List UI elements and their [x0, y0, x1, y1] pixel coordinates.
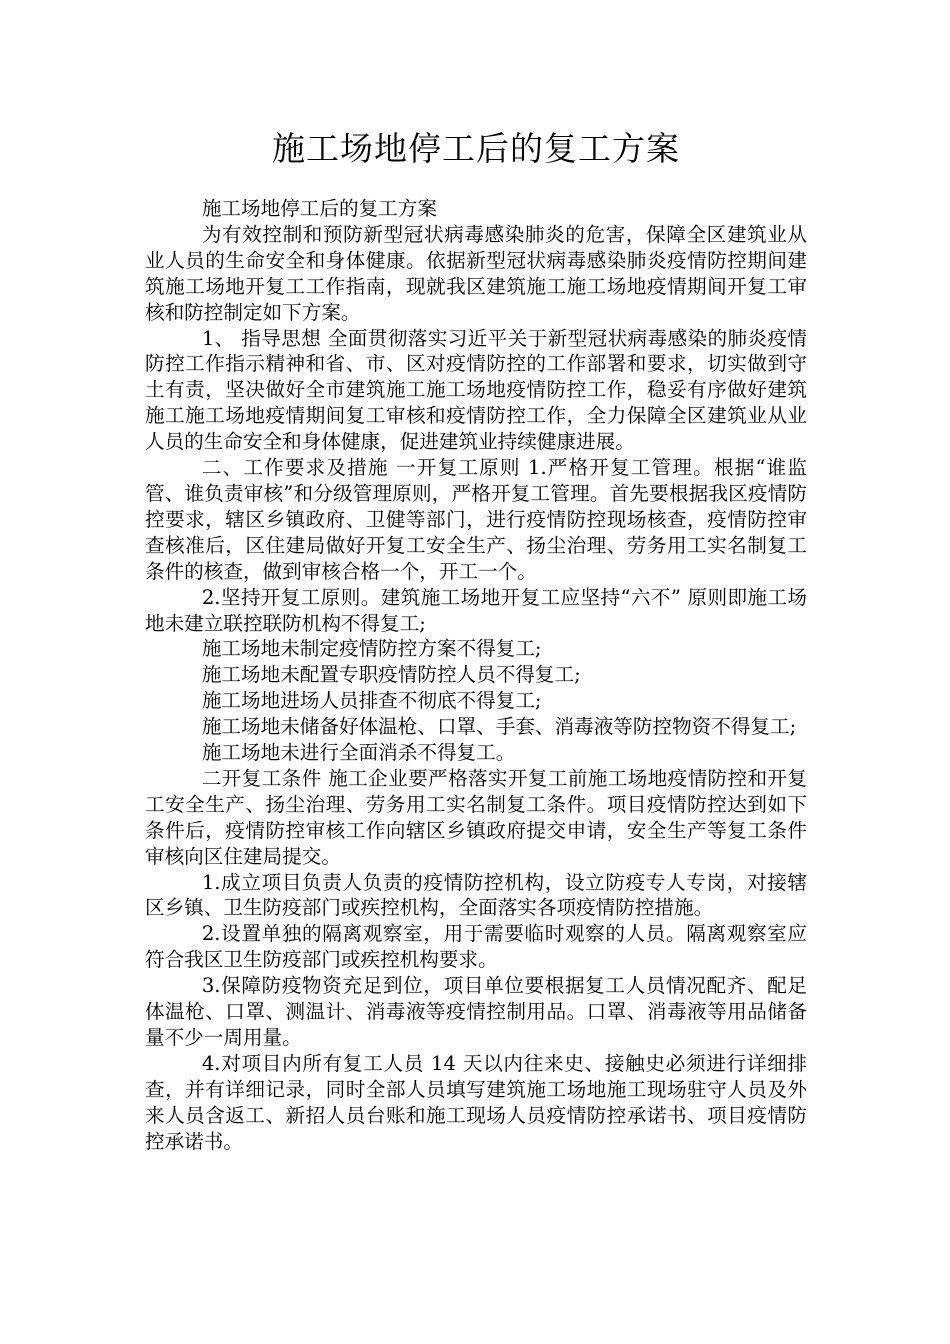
document-page: [145, 125, 807, 1155]
paragraph-subtitle: 施工场地停工后的复工方案: [201, 197, 437, 220]
paragraph-six-nots: 2.坚持开复工原则。建筑施工场地开复工应坚持“六不” 原则即施工场地未建立联控联防机构不得复工;: [145, 585, 807, 635]
document-body: [145, 196, 807, 1155]
paragraph-requirements: 二、工作要求及措施 一开复工原则 1.严格开复工管理。根据“谁监管、谁负责审核”和分级管理原则，严格开复工管理。首先要根据我区疫情防控要求，辖区乡镇政府、卫健等部门，进行疫情防控现场核查，疫情防控审查核准后，区住建局做好开复工安全生产、扬尘治理、劳务用工实名制复工条件的核查，做到审核合格一个，开工一个。: [145, 456, 807, 583]
paragraph-rule-staff: 施工场地未配置专职疫情防控人员不得复工;: [201, 663, 581, 687]
document-title: 施工场地停工后的复工方案: [272, 129, 680, 168]
paragraph-rule-supplies: 施工场地未储备好体温枪、口罩、手套、消毒液等防控物资不得复工;: [201, 715, 797, 739]
paragraph-conditions: 二开复工条件 施工企业要严格落实开复工前施工场地疫情防控和开复工安全生产、扬尘治理、劳务用工实名制复工条件。项目疫情防控达到如下条件后，疫情防控审核工作向辖区乡镇政府提交申请，安全生产等复工条件审核向区住建局提交。: [145, 766, 807, 868]
paragraph-rule-plan: 施工场地未制定疫情防控方案不得复工;: [201, 637, 542, 661]
paragraph-condition-3: 3.保障防疫物资充足到位，项目单位要根据复工人员情况配齐、配足体温枪、口罩、测温计、消毒液等疫情控制用品。口罩、消毒液等用品储备量不少一周用量。: [145, 974, 807, 1049]
paragraph-intro: 为有效控制和预防新型冠状病毒感染肺炎的危害，保障全区建筑业从业人员的生命安全和身体健康。依据新型冠状病毒感染肺炎疫情防控期间建筑施工场地开复工工作指南，现就我区建筑施工施工场地疫情期间开复工审核和防控制定如下方案。: [145, 222, 807, 324]
paragraph-condition-1: 1.成立项目负责人负责的疫情防控机构，设立防疫专人专岗，对接辖区乡镇、卫生防疫部门或疾控机构，全面落实各项疫情防控措施。: [145, 870, 807, 920]
paragraph-guiding-idea: 1、 指导思想 全面贯彻落实习近平关于新型冠状病毒感染的肺炎疫情防控工作指示精神和省、市、区对疫情防控的工作部署和要求，切实做到守土有责，坚决做好全市建筑施工施工场地疫情防控工作，稳妥有序做好建筑施工施工场地疫情期间复工审核和疫情防控工作，全力保障全区建筑业从业人员的生命安全和身体健康，促进建筑业持续健康进展。: [145, 326, 807, 454]
paragraph-condition-2: 2.设置单独的隔离观察室，用于需要临时观察的人员。隔离观察室应符合我区卫生防疫部门或疾控机构要求。: [145, 922, 807, 972]
paragraph-condition-4: 4.对项目内所有复工人员 14 天以内往来史、接触史必须进行详细排查，并有详细记录，同时全部人员填写建筑施工场地施工现场驻守人员及外来人员含返工、新招人员台账和施工现场人员疫情防控承诺书、项目疫情防控承诺书。: [145, 1051, 807, 1153]
paragraph-rule-screening: 施工场地进场人员排查不彻底不得复工;: [201, 689, 542, 713]
paragraph-rule-disinfection: 施工场地未进行全面消杀不得复工。: [201, 741, 516, 765]
